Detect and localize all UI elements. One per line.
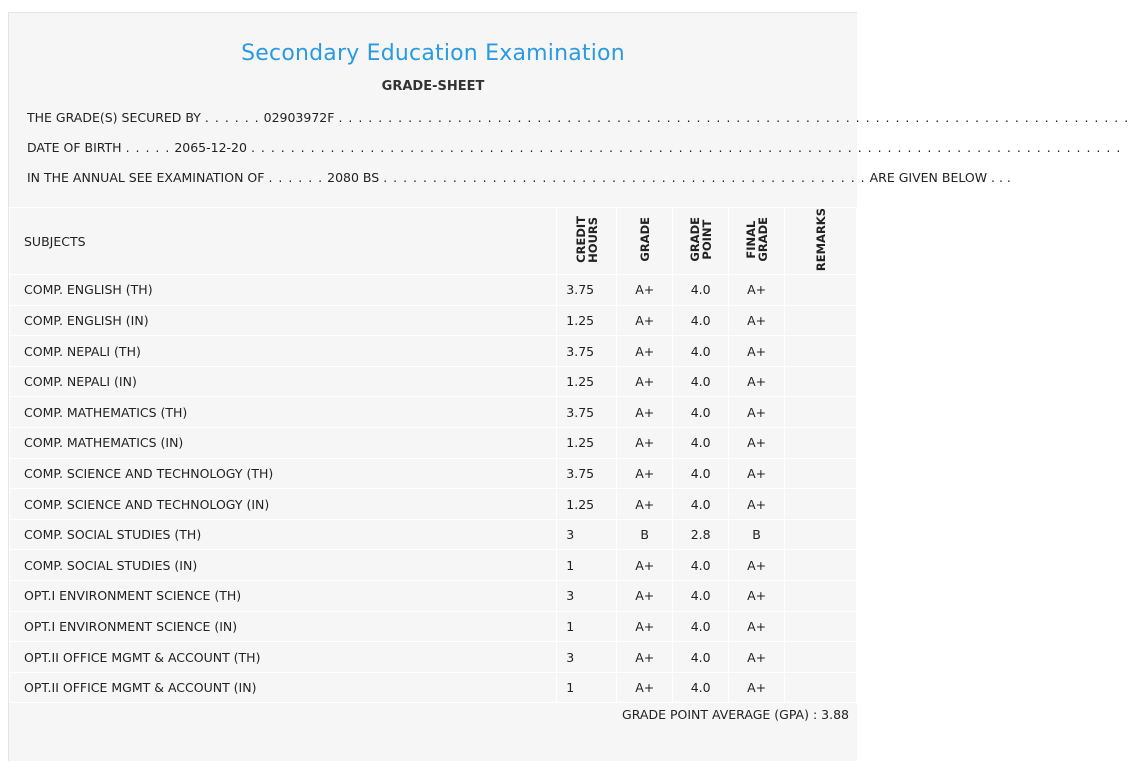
remarks-cell: [785, 519, 857, 550]
remarks-cell: [785, 672, 857, 703]
subject-cell: COMP. MATHEMATICS (TH): [10, 397, 557, 428]
grade-cell: A+: [617, 489, 673, 520]
table-row: [10, 305, 857, 336]
final-grade-cell: A+: [729, 305, 785, 336]
table-header-row: [10, 208, 857, 275]
grades-table: [9, 207, 857, 703]
credit-hours-cell: 3.75: [557, 275, 617, 306]
remarks-cell: [785, 305, 857, 336]
credit-hours-cell: 1: [557, 611, 617, 642]
remarks-cell: [785, 611, 857, 642]
grade-point-cell: 4.0: [673, 428, 729, 459]
credit-hours-cell: 3.75: [557, 397, 617, 428]
grade-point-cell: 4.0: [673, 581, 729, 612]
credit-hours-cell: 1.25: [557, 428, 617, 459]
grade-cell: B: [617, 519, 673, 550]
dots: . . . . . .: [268, 170, 324, 185]
exam-label: IN THE ANNUAL SEE EXAMINATION OF: [27, 170, 265, 185]
credit-hours-cell: 1.25: [557, 366, 617, 397]
grade-point-cell: 4.0: [673, 397, 729, 428]
grade-cell: A+: [617, 397, 673, 428]
grade-cell: A+: [617, 458, 673, 489]
table-row: [10, 336, 857, 367]
table-row: [10, 519, 857, 550]
gpa-summary: [622, 707, 849, 722]
table-row: [10, 397, 857, 428]
final-grade-cell: A+: [729, 672, 785, 703]
subject-cell: COMP. SCIENCE AND TECHNOLOGY (IN): [10, 489, 557, 520]
header-final-grade: FINAL GRADE: [729, 208, 785, 275]
grade-sheet: [8, 12, 1129, 761]
final-grade-cell: A+: [729, 550, 785, 581]
table-row: [10, 550, 857, 581]
table-row: [10, 458, 857, 489]
subject-cell: COMP. ENGLISH (IN): [10, 305, 557, 336]
subject-cell: COMP. SOCIAL STUDIES (TH): [10, 519, 557, 550]
grade-cell: A+: [617, 336, 673, 367]
grade-cell: A+: [617, 366, 673, 397]
subject-cell: OPT.II OFFICE MGMT & ACCOUNT (IN): [10, 672, 557, 703]
grade-cell: A+: [617, 550, 673, 581]
subject-cell: COMP. ENGLISH (TH): [10, 275, 557, 306]
final-grade-cell: A+: [729, 458, 785, 489]
header-credit-hours: CREDIT HOURS: [557, 208, 617, 275]
table-row: [10, 489, 857, 520]
final-grade-cell: A+: [729, 336, 785, 367]
grade-point-cell: 4.0: [673, 275, 729, 306]
grade-cell: A+: [617, 305, 673, 336]
grade-point-cell: 4.0: [673, 489, 729, 520]
header-subjects: SUBJECTS: [10, 208, 557, 275]
final-grade-cell: A+: [729, 581, 785, 612]
grade-point-cell: 4.0: [673, 672, 729, 703]
gpa-value: 3.88: [821, 707, 849, 722]
grade-point-cell: 2.8: [673, 519, 729, 550]
info-secured-by: [27, 110, 1129, 125]
subject-cell: COMP. NEPALI (IN): [10, 366, 557, 397]
header-remarks: REMARKS: [785, 208, 857, 275]
credit-hours-cell: 3.75: [557, 458, 617, 489]
grade-cell: A+: [617, 672, 673, 703]
final-grade-cell: B: [729, 519, 785, 550]
final-grade-cell: A+: [729, 275, 785, 306]
grade-cell: A+: [617, 581, 673, 612]
grade-cell: A+: [617, 642, 673, 673]
final-grade-cell: A+: [729, 366, 785, 397]
gpa-label: GRADE POINT AVERAGE (GPA) :: [622, 707, 818, 722]
subject-cell: COMP. SCIENCE AND TECHNOLOGY (TH): [10, 458, 557, 489]
exam-title: Secondary Education Examination: [241, 41, 625, 66]
dots: . . . . . .: [204, 110, 260, 125]
remarks-cell: [785, 642, 857, 673]
header-grade: GRADE: [617, 208, 673, 275]
remarks-cell: [785, 428, 857, 459]
credit-hours-cell: 3: [557, 642, 617, 673]
grade-point-cell: 4.0: [673, 366, 729, 397]
info-date-of-birth: [27, 140, 1121, 155]
final-grade-cell: A+: [729, 642, 785, 673]
grade-point-cell: 4.0: [673, 550, 729, 581]
table-row: [10, 672, 857, 703]
grade-point-cell: 4.0: [673, 458, 729, 489]
dots: . . . . . . . . . . . . . . . . . . . . . . . . . . . . . . . . . . . . . . . . . . . . . . . . . . . . . . . . . . . . . . . . . . . . . . . . . . . . . . . . . . . . . . . .: [250, 140, 1122, 155]
dob-label: DATE OF BIRTH: [27, 140, 122, 155]
header-grade-point: GRADE POINT: [673, 208, 729, 275]
subject-cell: OPT.I ENVIRONMENT SCIENCE (IN): [10, 611, 557, 642]
table-row: [10, 611, 857, 642]
remarks-cell: [785, 366, 857, 397]
table-row: [10, 581, 857, 612]
table-row: [10, 275, 857, 306]
exam-suffix: ARE GIVEN BELOW . . .: [869, 170, 1011, 185]
grade-sheet-title: GRADE-SHEET: [381, 79, 485, 94]
remarks-cell: [785, 275, 857, 306]
remarks-cell: [785, 336, 857, 367]
credit-hours-cell: 1.25: [557, 489, 617, 520]
final-grade-cell: A+: [729, 428, 785, 459]
symbol-number: 02903972F: [263, 110, 335, 125]
credit-hours-cell: 3: [557, 581, 617, 612]
table-row: [10, 366, 857, 397]
subject-cell: COMP. SOCIAL STUDIES (IN): [10, 550, 557, 581]
dots: . . . . . . . . . . . . . . . . . . . . . . . . . . . . . . . . . . . . . . . . . . . . . . . . .: [383, 170, 866, 185]
remarks-cell: [785, 581, 857, 612]
credit-hours-cell: 1: [557, 550, 617, 581]
final-grade-cell: A+: [729, 397, 785, 428]
table-row: [10, 642, 857, 673]
dots: . . . . . . . . . . . . . . . . . . . . . . . . . . . . . . . . . . . . . . . . . . . . . . . . . . . . . . . . . . . . . . . . . . . . . . . . . . . . . . . .: [338, 110, 1129, 125]
grade-point-cell: 4.0: [673, 611, 729, 642]
subject-cell: OPT.I ENVIRONMENT SCIENCE (TH): [10, 581, 557, 612]
secured-label: THE GRADE(S) SECURED BY: [27, 110, 201, 125]
credit-hours-cell: 3: [557, 519, 617, 550]
remarks-cell: [785, 458, 857, 489]
subject-cell: OPT.II OFFICE MGMT & ACCOUNT (TH): [10, 642, 557, 673]
grade-cell: A+: [617, 275, 673, 306]
grade-point-cell: 4.0: [673, 642, 729, 673]
credit-hours-cell: 1.25: [557, 305, 617, 336]
grade-point-cell: 4.0: [673, 305, 729, 336]
remarks-cell: [785, 550, 857, 581]
grade-cell: A+: [617, 611, 673, 642]
info-exam: [27, 170, 1011, 185]
credit-hours-cell: 1: [557, 672, 617, 703]
table-row: [10, 428, 857, 459]
grade-point-cell: 4.0: [673, 336, 729, 367]
final-grade-cell: A+: [729, 611, 785, 642]
subject-cell: COMP. MATHEMATICS (IN): [10, 428, 557, 459]
final-grade-cell: A+: [729, 489, 785, 520]
remarks-cell: [785, 397, 857, 428]
dob-value: 2065-12-20: [174, 140, 247, 155]
grade-cell: A+: [617, 428, 673, 459]
dots: . . . . .: [125, 140, 171, 155]
remarks-cell: [785, 489, 857, 520]
exam-year: 2080 BS: [327, 170, 380, 185]
credit-hours-cell: 3.75: [557, 336, 617, 367]
subject-cell: COMP. NEPALI (TH): [10, 336, 557, 367]
